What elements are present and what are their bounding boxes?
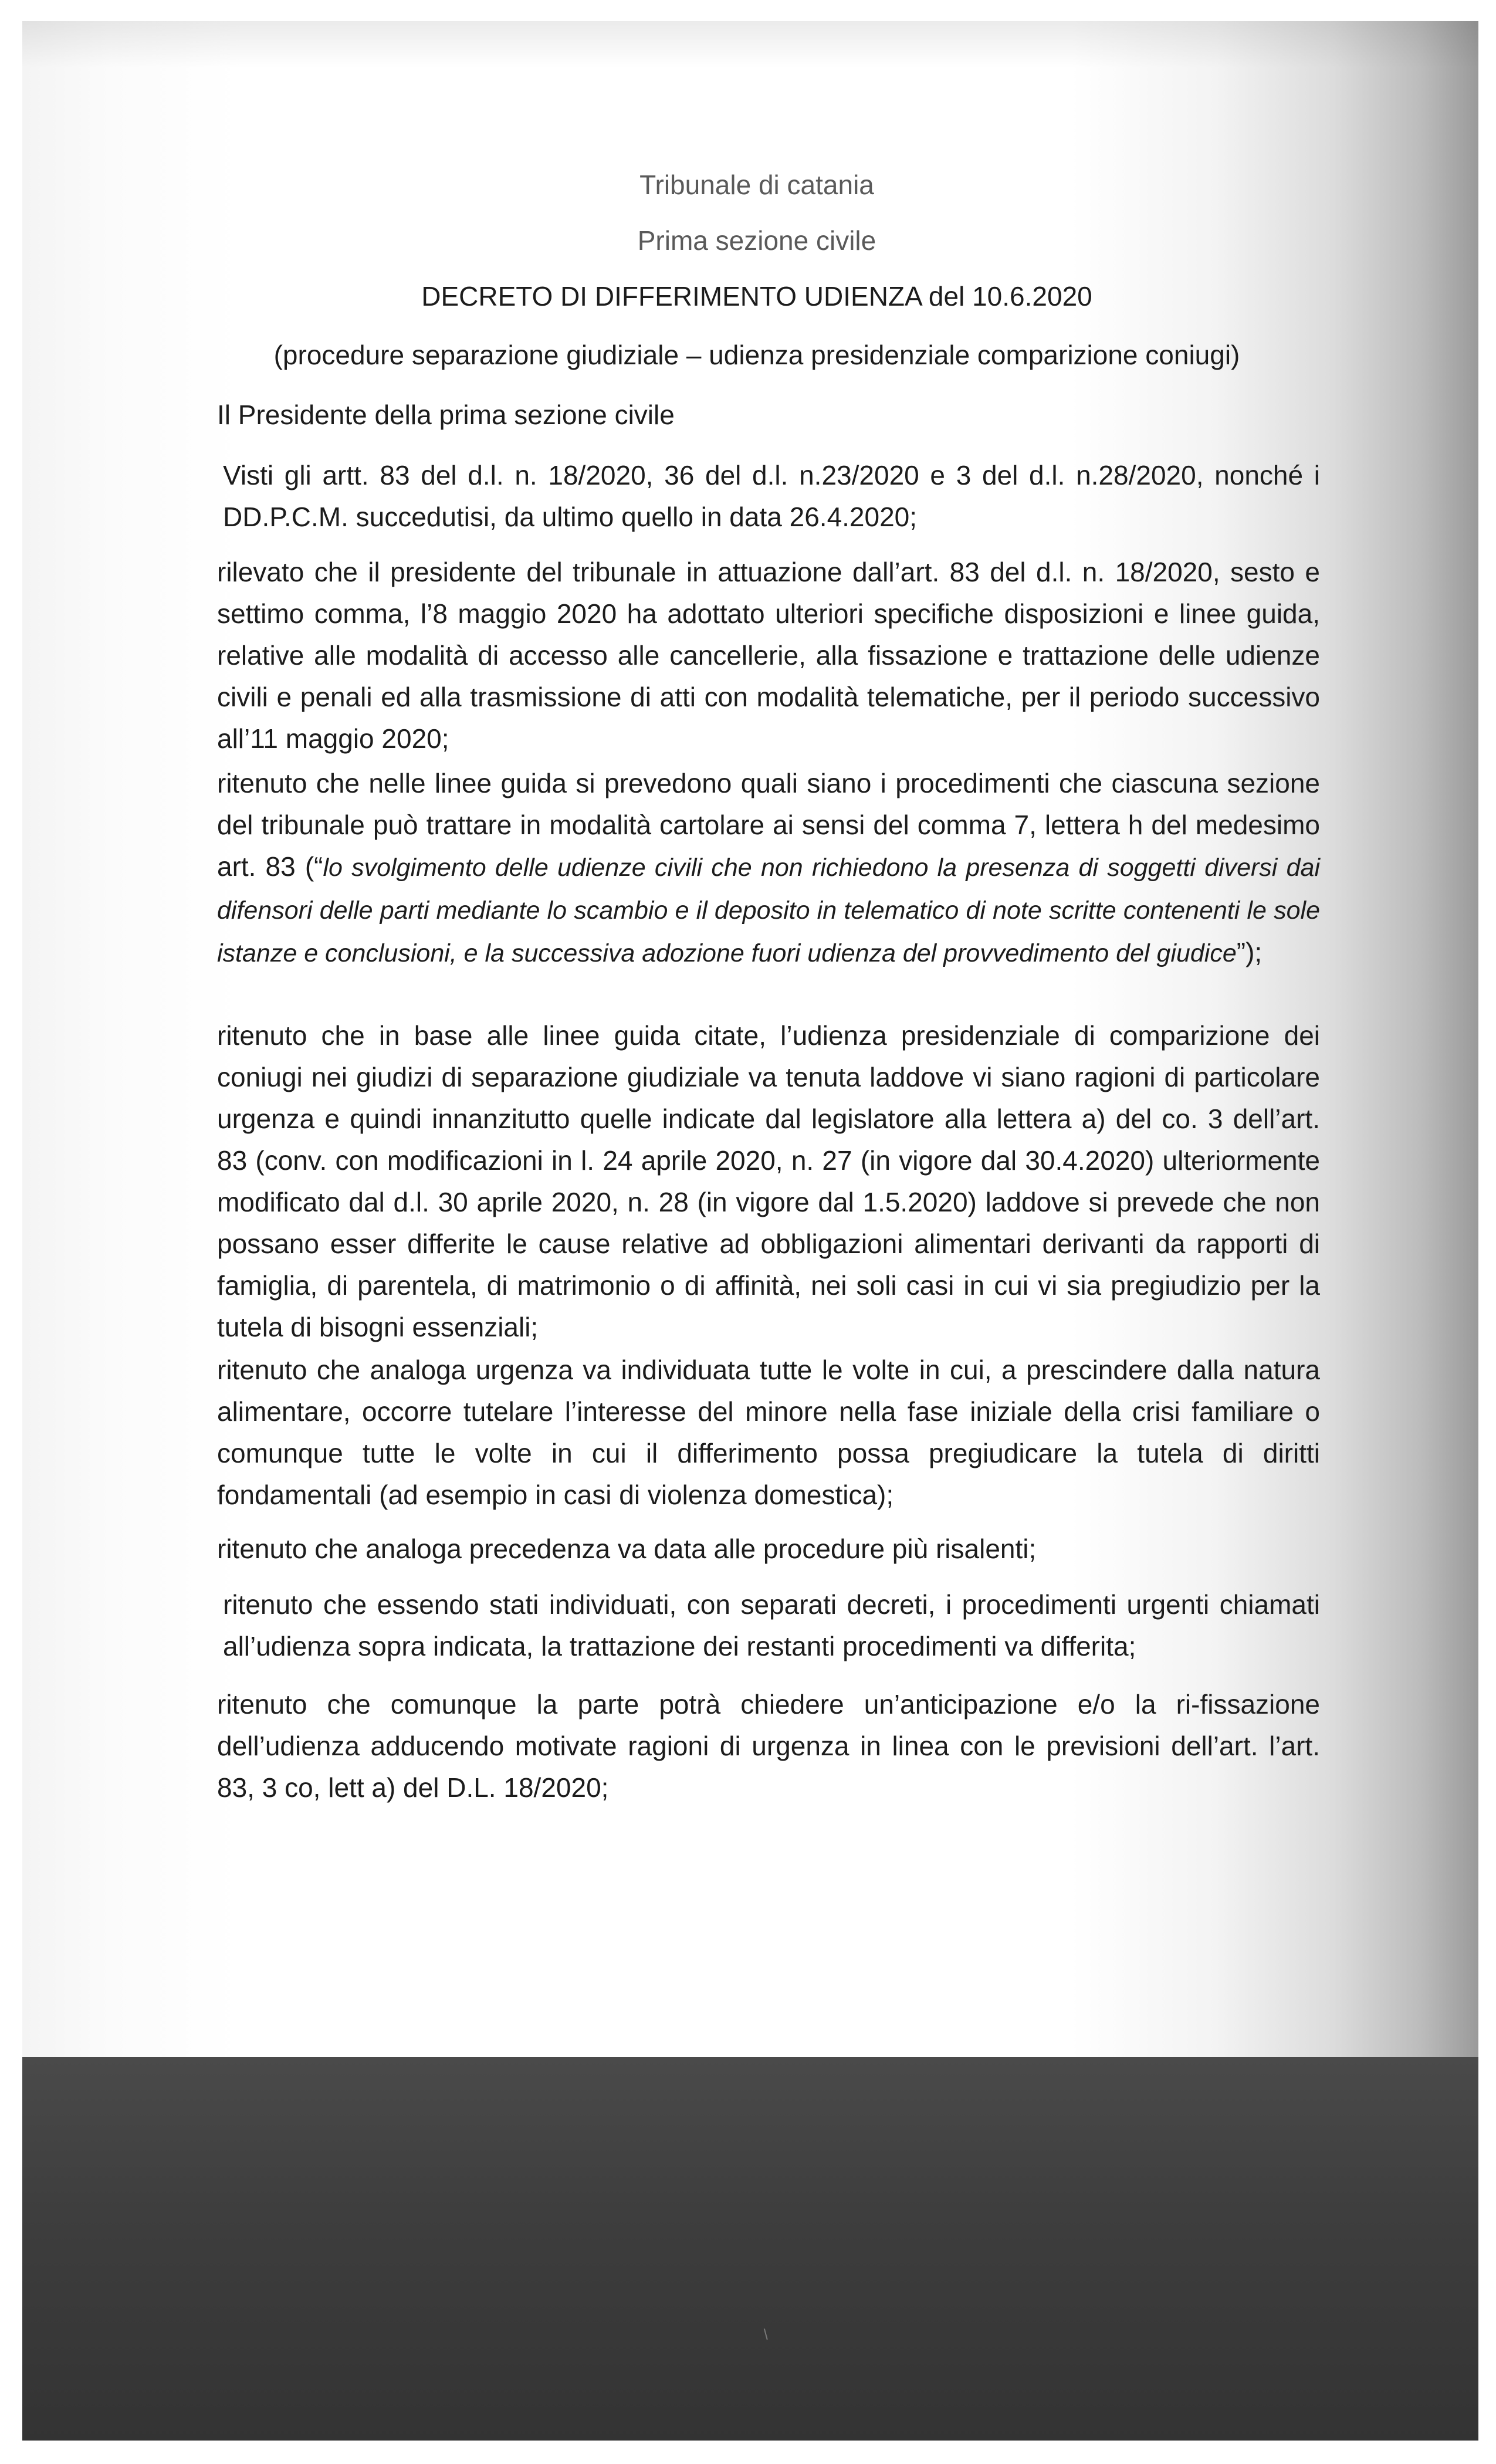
court-name: Tribunale di catania	[639, 170, 874, 200]
quoted-text: lo svolgimento delle udienze civili che non richiedono la presenza di soggetti diversi dai difensori delle parti mediante lo scambio e il deposito in telematico di note scritte contenenti le sole istanze e conclusioni, e la successiva adozione fuori udienza del provvedimento del giudice	[217, 854, 1320, 967]
scanner-background	[22, 2057, 1478, 2441]
paragraph-ritenuto-linee-guida	[217, 763, 1320, 974]
smudge-mark: ⸜	[757, 2316, 780, 2344]
issuer-line: Il Presidente della prima sezione civile	[217, 400, 675, 430]
paragraph-visti: Visti gli artt. 83 del d.l. n. 18/2020, 36 del d.l. n.23/2020 e 3 del d.l. n.28/2020, nonché i DD.P.C.M. succedutisi, da ultimo quello in data 26.4.2020;	[223, 460, 1320, 532]
paragraph-ritenuto-anticipazione: ritenuto che comunque la parte potrà chiedere un’anticipazione e/o la ri-fissazione dell’udienza adducendo motivate ragioni di urgenza in linea con le previsioni dell’art. l’art. 83, 3 co, lett a) del D.L. 18/2020;	[217, 1689, 1320, 1803]
paragraph-ritenuto-urgenza: ritenuto che analoga urgenza va individuata tutte le volte in cui, a prescindere dalla natura alimentare, occorre tutelare l’interesse del minore nella fase iniziale della crisi familiare o comunque tutte le volte in cui il differimento possa pregiudicare la tutela di diritti fondamentali (ad esempio in casi di violenza domestica);	[217, 1355, 1320, 1510]
paragraph-text: ritenuto che nelle linee guida si prevedono quali siano i procedimenti che ciascuna sezione del tribunale può trattare in modalità cartolare ai sensi del comma 7, lettera h del medesimo art. 83 (“	[217, 768, 1320, 882]
paragraph-ritenuto-precedenza: ritenuto che analoga precedenza va data alle procedure più risalenti;	[217, 1534, 1037, 1564]
paragraph-rilevato: rilevato che il presidente del tribunale in attuazione dall’art. 83 del d.l. n. 18/2020, sesto e settimo comma, l’8 maggio 2020 ha adottato ulteriori specifiche disposizioni e linee guida, relative alle modalità di accesso alle cancellerie, alla fissazione e trattazione delle udienze civili e penali ed alla trasmissione di atti con modalità telematiche, per il periodo successivo all’11 maggio 2020;	[217, 557, 1320, 754]
decree-title: DECRETO DI DIFFERIMENTO UDIENZA del 10.6.2020	[421, 281, 1092, 312]
paper-shadow	[22, 21, 1478, 68]
scan-border	[22, 2441, 1478, 2464]
section-name: Prima sezione civile	[637, 225, 876, 256]
paragraph-ritenuto-udienza: ritenuto che in base alle linee guida citate, l’udienza presidenziale di comparizione dei coniugi nei giudizi di separazione giudiziale va tenuta laddove vi siano ragioni di particolare urgenza e quindi innanzitutto quelle indicate dal legislatore alla lettera a) del co. 3 dell’art. 83 (conv. con modificazioni in l. 24 aprile 2020, n. 27 (in vigore dal 30.4.2020) ulteriormente modificato dal d.l. 30 aprile 2020, n. 28 (in vigore dal 1.5.2020) laddove si prevede che non possano esser differite le cause relative ad obbligazioni alimentari derivanti da rapporti di famiglia, di parentela, di matrimonio o di affinità, nei soli casi in cui vi sia pregiudizio per la tutela di bisogni essenziali;	[217, 1020, 1320, 1342]
paragraph-text-end: ”);	[1236, 937, 1263, 967]
paragraph-ritenuto-differita: ritenuto che essendo stati individuati, con separati decreti, i procedimenti urgenti chiamati all’udienza sopra indicata, la trattazione dei restanti procedimenti va differita;	[223, 1589, 1320, 1661]
decree-subtitle: (procedure separazione giudiziale – udienza presidenziale comparizione coniugi)	[273, 340, 1240, 370]
